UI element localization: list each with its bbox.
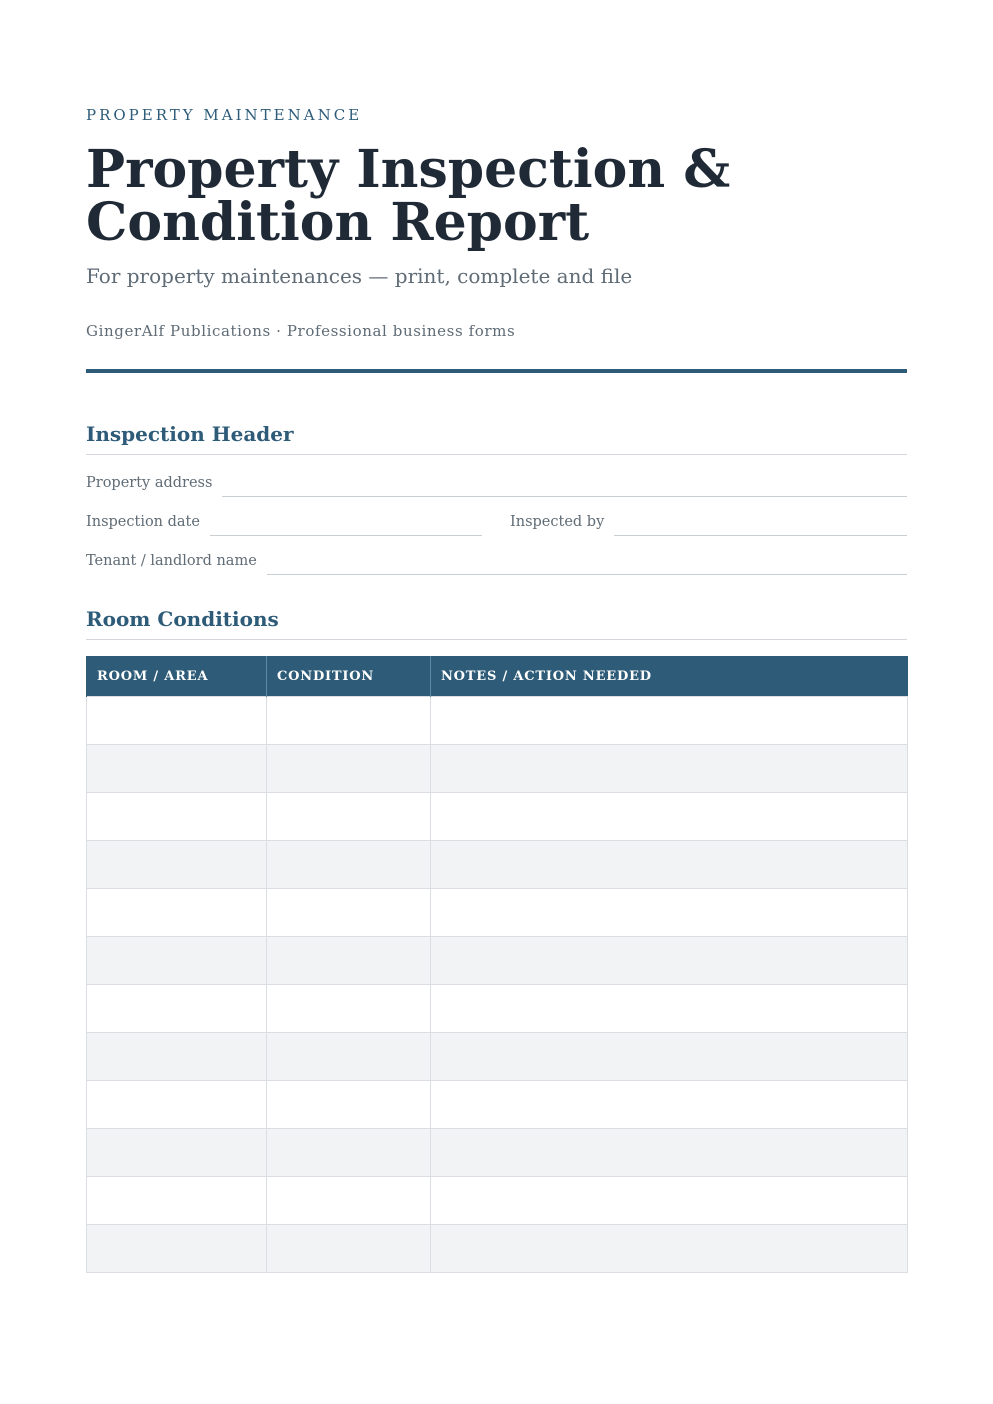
- room-area-cell[interactable]: [87, 1177, 267, 1225]
- notes-cell[interactable]: [431, 889, 908, 937]
- table-row: [87, 1177, 908, 1225]
- condition-cell[interactable]: [267, 1033, 431, 1081]
- inspected-by-field: [510, 513, 907, 531]
- condition-cell[interactable]: [267, 937, 431, 985]
- tenant-landlord-label: Tenant / landlord name: [86, 553, 257, 569]
- notes-cell[interactable]: [431, 1081, 908, 1129]
- room-area-cell[interactable]: [87, 1129, 267, 1177]
- table-row: [87, 745, 908, 793]
- notes-cell[interactable]: [431, 1129, 908, 1177]
- table-body: [87, 697, 908, 1273]
- condition-cell[interactable]: [267, 793, 431, 841]
- room-area-cell[interactable]: [87, 1081, 267, 1129]
- table-row: [87, 1129, 908, 1177]
- condition-cell[interactable]: [267, 1129, 431, 1177]
- notes-cell[interactable]: [431, 697, 908, 745]
- table-row: [87, 889, 908, 937]
- table-row: [87, 1081, 908, 1129]
- room-conditions-table: [86, 656, 908, 1273]
- title-line-2: Condition Report: [86, 192, 590, 253]
- section-title-inspection-header: Inspection Header: [86, 422, 907, 455]
- notes-cell[interactable]: [431, 985, 908, 1033]
- room-area-cell[interactable]: [87, 889, 267, 937]
- eyebrow-label: PROPERTY MAINTENANCE: [86, 106, 363, 124]
- table-row: [87, 985, 908, 1033]
- condition-cell[interactable]: [267, 1225, 431, 1273]
- notes-cell[interactable]: [431, 841, 908, 889]
- column-header-notes: NOTES / ACTION NEEDED: [431, 656, 908, 697]
- condition-cell[interactable]: [267, 889, 431, 937]
- room-area-cell[interactable]: [87, 793, 267, 841]
- property-address-line[interactable]: [222, 474, 907, 497]
- table-row: [87, 841, 908, 889]
- property-address-field: [86, 474, 907, 492]
- column-header-condition: CONDITION: [267, 656, 431, 697]
- tenant-landlord-line[interactable]: [267, 552, 907, 575]
- condition-cell[interactable]: [267, 841, 431, 889]
- room-area-cell[interactable]: [87, 985, 267, 1033]
- table-header-row: [87, 656, 908, 697]
- condition-cell[interactable]: [267, 985, 431, 1033]
- room-area-cell[interactable]: [87, 745, 267, 793]
- title-line-1: Property Inspection &: [86, 139, 731, 200]
- condition-cell[interactable]: [267, 1081, 431, 1129]
- column-header-room-area: ROOM / AREA: [87, 656, 267, 697]
- notes-cell[interactable]: [431, 1177, 908, 1225]
- room-area-cell[interactable]: [87, 1225, 267, 1273]
- condition-cell[interactable]: [267, 1177, 431, 1225]
- table-row: [87, 937, 908, 985]
- tenant-landlord-field: [86, 552, 907, 570]
- table-row: [87, 697, 908, 745]
- room-area-cell[interactable]: [87, 841, 267, 889]
- table-row: [87, 793, 908, 841]
- notes-cell[interactable]: [431, 1033, 908, 1081]
- room-area-cell[interactable]: [87, 1033, 267, 1081]
- inspected-by-label: Inspected by: [510, 514, 605, 530]
- notes-cell[interactable]: [431, 937, 908, 985]
- page-title: [86, 139, 907, 253]
- notes-cell[interactable]: [431, 745, 908, 793]
- notes-cell[interactable]: [431, 1225, 908, 1273]
- header-divider: [86, 369, 907, 373]
- inspected-by-line[interactable]: [614, 513, 907, 536]
- room-area-cell[interactable]: [87, 937, 267, 985]
- condition-cell[interactable]: [267, 745, 431, 793]
- condition-cell[interactable]: [267, 697, 431, 745]
- table-row: [87, 1033, 908, 1081]
- notes-cell[interactable]: [431, 793, 908, 841]
- publisher-line: GingerAlf Publications · Professional business forms: [86, 322, 516, 340]
- page-subtitle: For property maintenances — print, complete and file: [86, 264, 633, 288]
- inspection-date-label: Inspection date: [86, 514, 200, 530]
- section-title-room-conditions: Room Conditions: [86, 607, 907, 640]
- table-row: [87, 1225, 908, 1273]
- inspection-date-line[interactable]: [210, 513, 482, 536]
- property-address-label: Property address: [86, 475, 213, 491]
- room-area-cell[interactable]: [87, 697, 267, 745]
- inspection-date-field: [86, 513, 482, 531]
